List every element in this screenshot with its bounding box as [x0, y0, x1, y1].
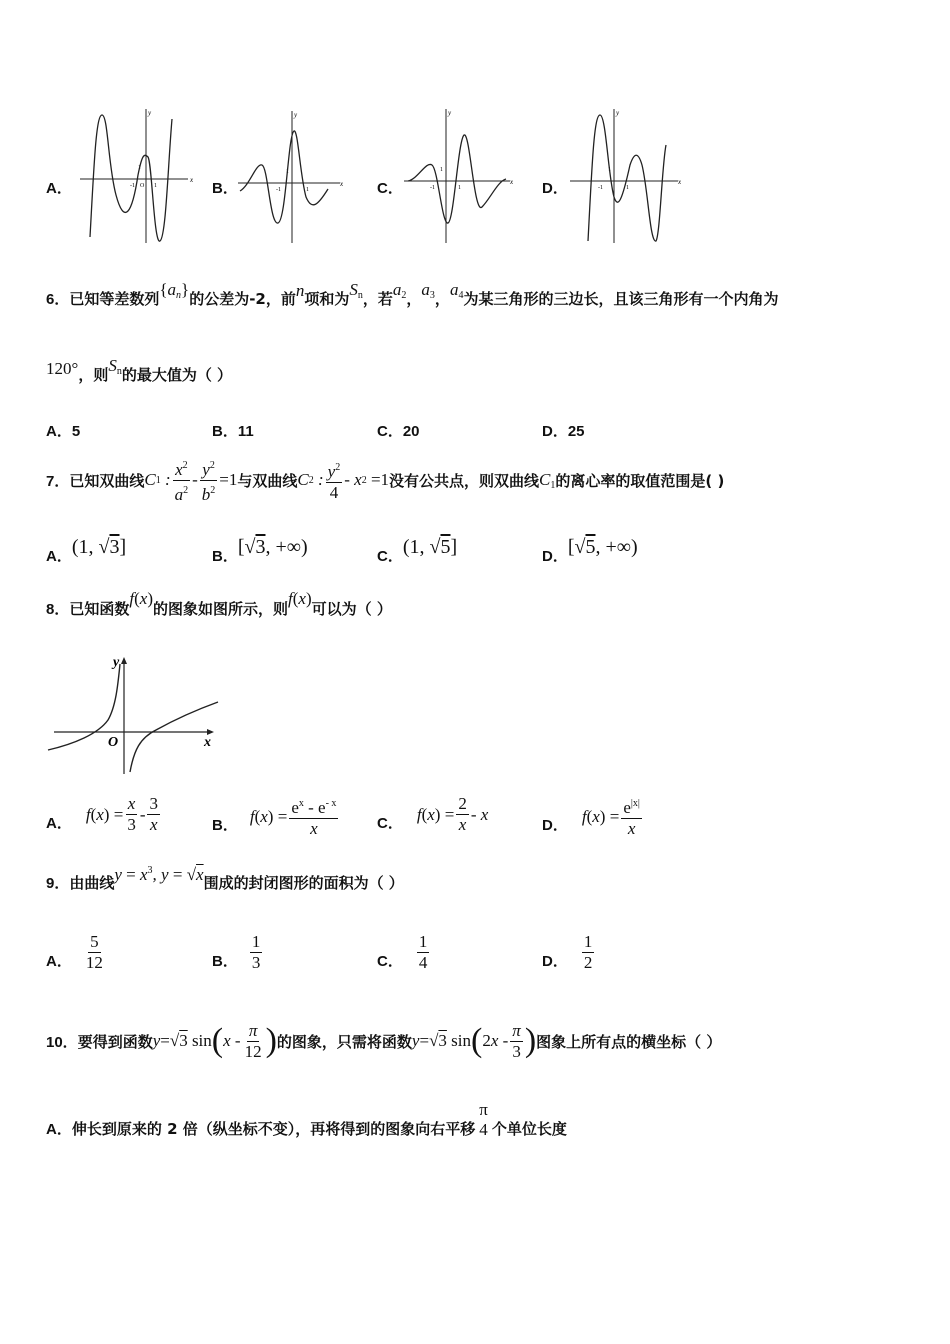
q6-var-a2: $a_2$ [392, 280, 407, 301]
q8-option-c[interactable]: C． f ( x ) = $\frac{2}{x}$ - x [377, 794, 489, 834]
q10-target-function: y = √3 sin ( x - $\frac{\pi}{12}$ ) [152, 1020, 277, 1061]
q6-option-d[interactable]: D．25 [542, 423, 585, 440]
q6-text-6: ， [434, 290, 450, 308]
q8-text-2: 的图象如图所示，则 [152, 600, 288, 618]
q9-fraction-d: $\frac{1}{2}$ [583, 932, 593, 972]
q7-interval-c: (1, √5] [402, 536, 458, 558]
q7-option-a[interactable]: A． (1, √3] [46, 536, 127, 565]
q8-graph [44, 654, 224, 778]
q10-source-function: y = √3 sin ( 2 x - $\frac{\pi}{3}$ ) [411, 1020, 537, 1061]
q10-shift-fraction: π 4 [479, 1100, 488, 1139]
q8-func-fx: f(x) [129, 588, 153, 608]
svg-text:1: 1 [306, 187, 309, 193]
q7-text-2: 与双曲线 [237, 471, 298, 490]
q7-option-d[interactable]: D． [√5, +∞) [542, 536, 638, 565]
q7-interval-d: [√5, +∞) [567, 536, 638, 558]
q5-option-b-label: B． [212, 180, 238, 197]
q10-text-1: 要得到函数 [77, 1032, 153, 1051]
q8-text-1: 已知函数 [69, 600, 130, 618]
q5-option-d-graph [568, 105, 688, 245]
svg-text:x: x [678, 178, 682, 186]
q8-formula-d: f ( x ) = $\frac{e^{|x|}}{x}$ [582, 794, 644, 839]
q6-angle: 120° [46, 358, 79, 378]
svg-text:x: x [510, 178, 514, 186]
q6-number: 6． [46, 291, 70, 308]
q6-text-3: 项和为 [304, 290, 350, 308]
q8-option-a[interactable]: A． f ( x ) = $\frac{x}{3}$ - $\frac{3}{x}$ [46, 794, 162, 835]
q6-stem-line1 [46, 280, 779, 309]
q9-fraction-b: $\frac{1}{3}$ [251, 932, 261, 972]
svg-text:-1: -1 [130, 183, 135, 189]
q9-stem [46, 864, 404, 893]
q6-var-sn-2: $S_n$ [108, 356, 122, 377]
q9-curves: $y = x^3$, y = √x [114, 864, 204, 884]
q6-var-a3: $a_3$ [421, 280, 435, 301]
q7-text-4: 的离心率的取值范围是( ) [555, 471, 725, 490]
q7-stem [46, 454, 724, 506]
q7-interval-a: (1, √3] [71, 536, 127, 558]
svg-text:1: 1 [608, 167, 611, 173]
q8-option-d[interactable]: D． f ( x ) = $\frac{e^{|x|}}{x}$ [542, 794, 644, 839]
svg-text:1: 1 [626, 185, 629, 191]
q7-var-c1: $C_1$ [539, 469, 556, 491]
svg-text:1: 1 [458, 185, 461, 191]
q6-text-9: 的最大值为（ ） [121, 366, 233, 384]
svg-text:-1: -1 [598, 185, 603, 191]
q8-formula-b: f ( x ) = $\frac{e^x - e^{- x}}{x}$ [250, 794, 341, 839]
q6-text-2: 的公差为-2，前 [189, 290, 296, 308]
q10-option-a-text-2: 个单位长度 [491, 1119, 567, 1138]
svg-text:O: O [108, 735, 119, 750]
q5-option-a-graph [78, 105, 198, 245]
q10-option-a[interactable]: A． 伸长到原来的 2 倍（纵坐标不变），再将得到的图象向右平移 π 4 个单位长度 [46, 1100, 567, 1139]
q7-number: 7． [46, 472, 70, 490]
svg-text:1: 1 [138, 165, 141, 171]
q10-text-2: 的图象，只需将函数 [276, 1032, 412, 1051]
q9-option-b[interactable]: B． $\frac{1}{3}$ [212, 932, 261, 972]
q6-stem-line2 [46, 356, 233, 385]
svg-text:-1: -1 [276, 187, 281, 193]
q5-option-b-graph [236, 105, 356, 245]
q7-text-1: 已知双曲线 [69, 471, 145, 490]
q6-text-8: ，则 [78, 366, 109, 384]
q6-text-1: 已知等差数列 [69, 290, 160, 308]
q9-option-c[interactable]: C． $\frac{1}{4}$ [377, 932, 428, 972]
q10-stem [46, 1016, 721, 1066]
q7-option-b[interactable]: B． [√3, +∞) [212, 536, 308, 565]
svg-text:1: 1 [286, 169, 289, 175]
q9-fraction-a: $\frac{5}{12}$ [85, 932, 103, 972]
q10-number: 10． [46, 1033, 78, 1051]
q5-option-a-label: A． [46, 180, 72, 197]
q7-interval-b: [√3, +∞) [237, 536, 308, 558]
svg-text:x: x [204, 735, 211, 750]
q9-option-a[interactable]: A． $\frac{5}{12}$ [46, 932, 103, 972]
svg-text:-1: -1 [430, 185, 435, 191]
q9-number: 9． [46, 875, 70, 892]
svg-text:1: 1 [154, 183, 157, 189]
q7-text-3: 没有公共点，则双曲线 [389, 471, 540, 490]
q8-option-b[interactable]: B． f ( x ) = $\frac{e^x - e^{- x}}{x}$ [212, 794, 340, 839]
q7-hyperbola-c2: C 2 : $\frac{y^2}{4}$ - x 2 =1 [297, 458, 389, 503]
q6-option-a[interactable]: A．5 [46, 423, 81, 440]
q9-option-d[interactable]: D． $\frac{1}{2}$ [542, 932, 593, 972]
q5-option-c-label: C． [377, 180, 403, 197]
svg-text:y: y [148, 109, 152, 117]
q6-text-7: 为某三角形的三边长，且该三角形有一个内角为 [463, 290, 779, 308]
svg-text:y: y [294, 111, 298, 119]
q8-formula-a: f ( x ) = $\frac{x}{3}$ - $\frac{3}{x}$ [85, 794, 158, 834]
q7-hyperbola-c1: C 1 : $\frac{x^2}{a^2}$ - $\frac{y^2}{b^2}$ =1 [144, 456, 237, 505]
q6-var-sn: $S_n$ [349, 280, 363, 301]
svg-text:y: y [113, 655, 120, 670]
q10-text-3: 图象上所有点的横坐标（ ） [536, 1032, 722, 1051]
q8-stem [46, 588, 392, 619]
svg-text:x: x [340, 180, 344, 188]
q9-text-1: 由曲线 [69, 874, 115, 892]
q7-option-c[interactable]: C． (1, √5] [377, 536, 458, 565]
q6-option-c[interactable]: C．20 [377, 423, 420, 440]
q6-var-n: n [295, 280, 305, 300]
svg-text:O: O [140, 183, 145, 189]
q6-text-4: ，若 [362, 290, 393, 308]
svg-text:x: x [190, 176, 194, 184]
q6-var-a4: $a_4$ [449, 280, 464, 301]
q5-option-d-label: D． [542, 180, 568, 197]
q8-formula-c: f ( x ) = $\frac{2}{x}$ - x [416, 794, 489, 834]
q5-option-c-graph [402, 105, 522, 245]
svg-text:y: y [448, 109, 452, 117]
q6-seq-an: $\{a_n\}$ [159, 280, 190, 301]
q6-option-b[interactable]: B．11 [212, 423, 254, 440]
q6-text-5: ， [406, 290, 422, 308]
q8-number: 8． [46, 601, 70, 618]
q9-fraction-c: $\frac{1}{4}$ [418, 932, 428, 972]
q9-text-2: 围成的封闭图形的面积为（ ） [203, 874, 404, 892]
q8-text-3: 可以为（ ） [311, 600, 392, 618]
q8-func-fx-2: f(x) [288, 588, 312, 608]
q10-option-a-text-1: 伸长到原来的 2 倍（纵坐标不变），再将得到的图象向右平移 [71, 1119, 476, 1138]
svg-text:1: 1 [440, 167, 443, 173]
svg-text:y: y [616, 109, 620, 117]
